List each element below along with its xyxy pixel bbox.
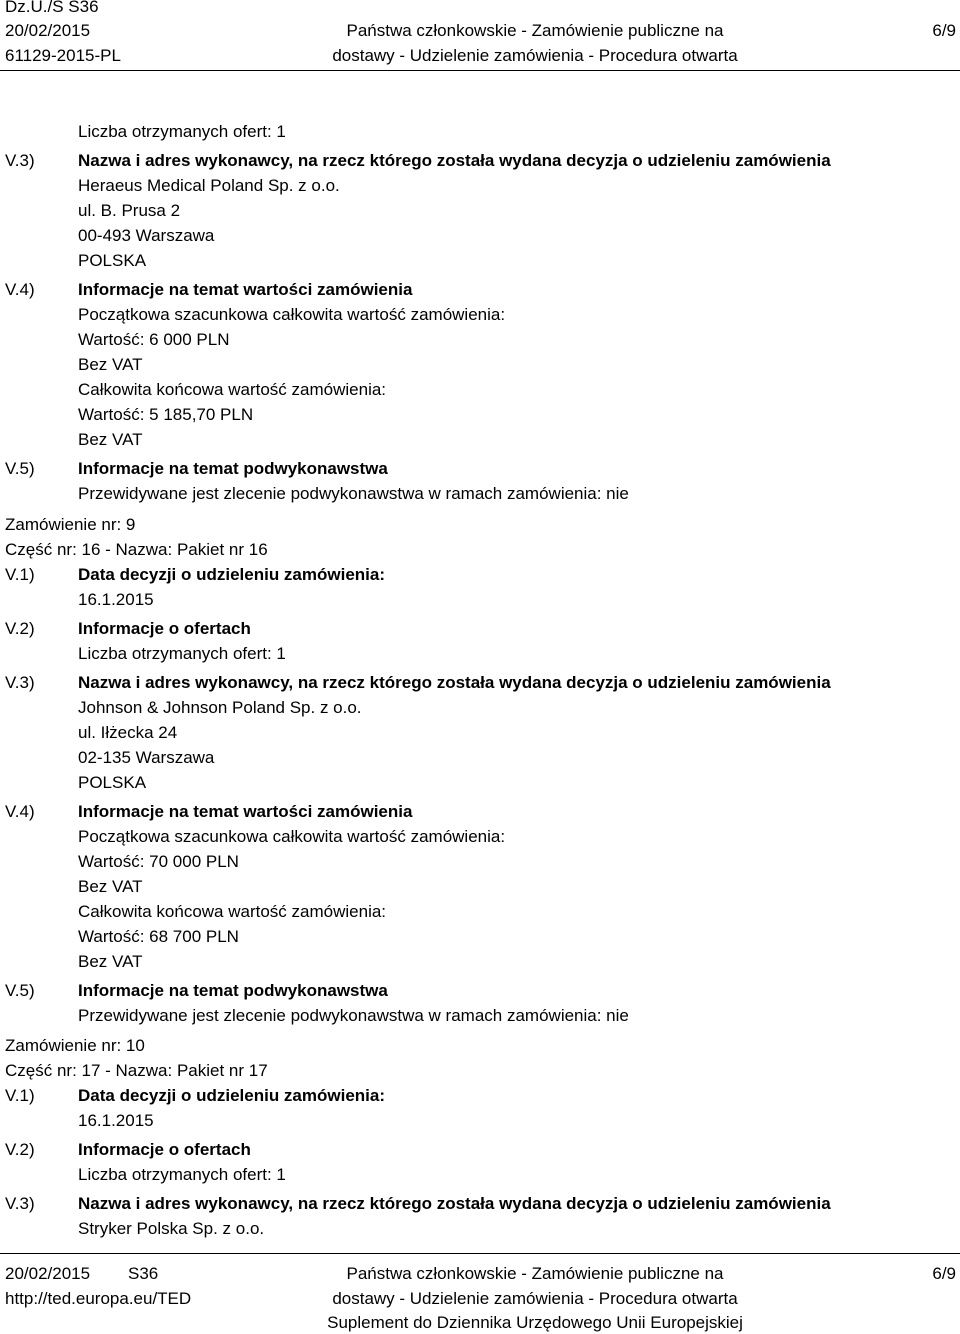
contractor-city: 00-493 Warszawa	[78, 226, 215, 245]
footer-page-number: 6/9	[932, 1264, 956, 1283]
contractor-name: Johnson & Johnson Poland Sp. z o.o.	[78, 698, 362, 717]
section-number: V.4)	[5, 280, 35, 299]
section-number: V.2)	[5, 619, 35, 638]
final-vat: Bez VAT	[78, 430, 143, 449]
final-value-label: Całkowita końcowa wartość zamówienia:	[78, 380, 387, 399]
offers-received: Liczba otrzymanych ofert: 1	[78, 644, 286, 663]
value-heading: Informacje na temat wartości zamówienia	[78, 802, 413, 821]
subcontracting-info: Przewidywane jest zlecenie podwykonawstwa w ramach zamówienia: nie	[78, 1006, 629, 1025]
contractor-city: 02-135 Warszawa	[78, 748, 215, 767]
offers-received: Liczba otrzymanych ofert: 1	[78, 1165, 286, 1184]
header-title-line1: Państwa członkowskie - Zamówienie publiczne na	[346, 21, 724, 40]
final-value: Wartość: 68 700 PLN	[78, 927, 239, 946]
decision-date: 16.1.2015	[78, 1111, 154, 1130]
header-date: 20/02/2015	[5, 21, 91, 40]
offers-received: Liczba otrzymanych ofert: 1	[78, 122, 286, 141]
initial-value-label: Początkowa szacunkowa całkowita wartość zamówienia:	[78, 305, 506, 324]
contractor-name: Stryker Polska Sp. z o.o.	[78, 1219, 265, 1238]
contractor-country: POLSKA	[78, 773, 147, 792]
header-journal: Dz.U./S S36	[5, 0, 99, 16]
initial-value: Wartość: 6 000 PLN	[78, 330, 230, 349]
final-value-label: Całkowita końcowa wartość zamówienia:	[78, 902, 387, 921]
contract-number: Zamówienie nr: 9	[5, 515, 136, 534]
footer-title-line1: Państwa członkowskie - Zamówienie publiczne na	[346, 1264, 724, 1283]
initial-vat: Bez VAT	[78, 877, 143, 896]
section-number: V.1)	[5, 565, 35, 584]
subcontracting-heading: Informacje na temat podwykonawstwa	[78, 981, 388, 1000]
footer-url[interactable]: http://ted.europa.eu/TED	[5, 1289, 192, 1308]
footer-series: S36	[128, 1264, 159, 1283]
initial-vat: Bez VAT	[78, 355, 143, 374]
final-value: Wartość: 5 185,70 PLN	[78, 405, 254, 424]
final-vat: Bez VAT	[78, 952, 143, 971]
contractor-street: ul. B. Prusa 2	[78, 201, 181, 220]
decision-date-heading: Data decyzji o udzieleniu zamówienia:	[78, 565, 386, 584]
footer-title-line2: dostawy - Udzielenie zamówienia - Procedura otwarta	[332, 1289, 738, 1308]
subcontracting-info: Przewidywane jest zlecenie podwykonawstwa w ramach zamówienia: nie	[78, 484, 629, 503]
header-page-number: 6/9	[932, 21, 956, 40]
footer-title-line3: Suplement do Dziennika Urzędowego Unii Europejskiej	[327, 1313, 743, 1332]
contractor-street: ul. Iłżecka 24	[78, 723, 178, 742]
section-number: V.3)	[5, 151, 35, 170]
lot-info: Część nr: 16 - Nazwa: Pakiet nr 16	[5, 540, 268, 559]
contractor-heading: Nazwa i adres wykonawcy, na rzecz którego została wydana decyzja o udzieleniu zamówienia	[78, 673, 831, 692]
subcontracting-heading: Informacje na temat podwykonawstwa	[78, 459, 388, 478]
contractor-name: Heraeus Medical Poland Sp. z o.o.	[78, 176, 340, 195]
section-number: V.5)	[5, 981, 35, 1000]
initial-value-label: Początkowa szacunkowa całkowita wartość zamówienia:	[78, 827, 506, 846]
header-notice-id: 61129-2015-PL	[5, 46, 121, 65]
decision-date-heading: Data decyzji o udzieleniu zamówienia:	[78, 1086, 386, 1105]
contractor-heading: Nazwa i adres wykonawcy, na rzecz którego została wydana decyzja o udzieleniu zamówienia	[78, 1194, 831, 1213]
offers-heading: Informacje o ofertach	[78, 619, 251, 638]
section-number: V.3)	[5, 1194, 35, 1213]
section-number: V.3)	[5, 673, 35, 692]
section-number: V.4)	[5, 802, 35, 821]
contractor-heading: Nazwa i adres wykonawcy, na rzecz którego została wydana decyzja o udzieleniu zamówienia	[78, 151, 831, 170]
section-number: V.2)	[5, 1140, 35, 1159]
footer-date: 20/02/2015	[5, 1264, 91, 1283]
offers-heading: Informacje o ofertach	[78, 1140, 251, 1159]
value-heading: Informacje na temat wartości zamówienia	[78, 280, 413, 299]
header-divider	[0, 70, 960, 71]
initial-value: Wartość: 70 000 PLN	[78, 852, 239, 871]
header-title-line2: dostawy - Udzielenie zamówienia - Procedura otwarta	[332, 46, 738, 65]
decision-date: 16.1.2015	[78, 590, 154, 609]
section-number: V.5)	[5, 459, 35, 478]
contract-number: Zamówienie nr: 10	[5, 1036, 145, 1055]
lot-info: Część nr: 17 - Nazwa: Pakiet nr 17	[5, 1061, 268, 1080]
contractor-country: POLSKA	[78, 251, 147, 270]
footer-divider	[0, 1253, 960, 1254]
section-number: V.1)	[5, 1086, 35, 1105]
